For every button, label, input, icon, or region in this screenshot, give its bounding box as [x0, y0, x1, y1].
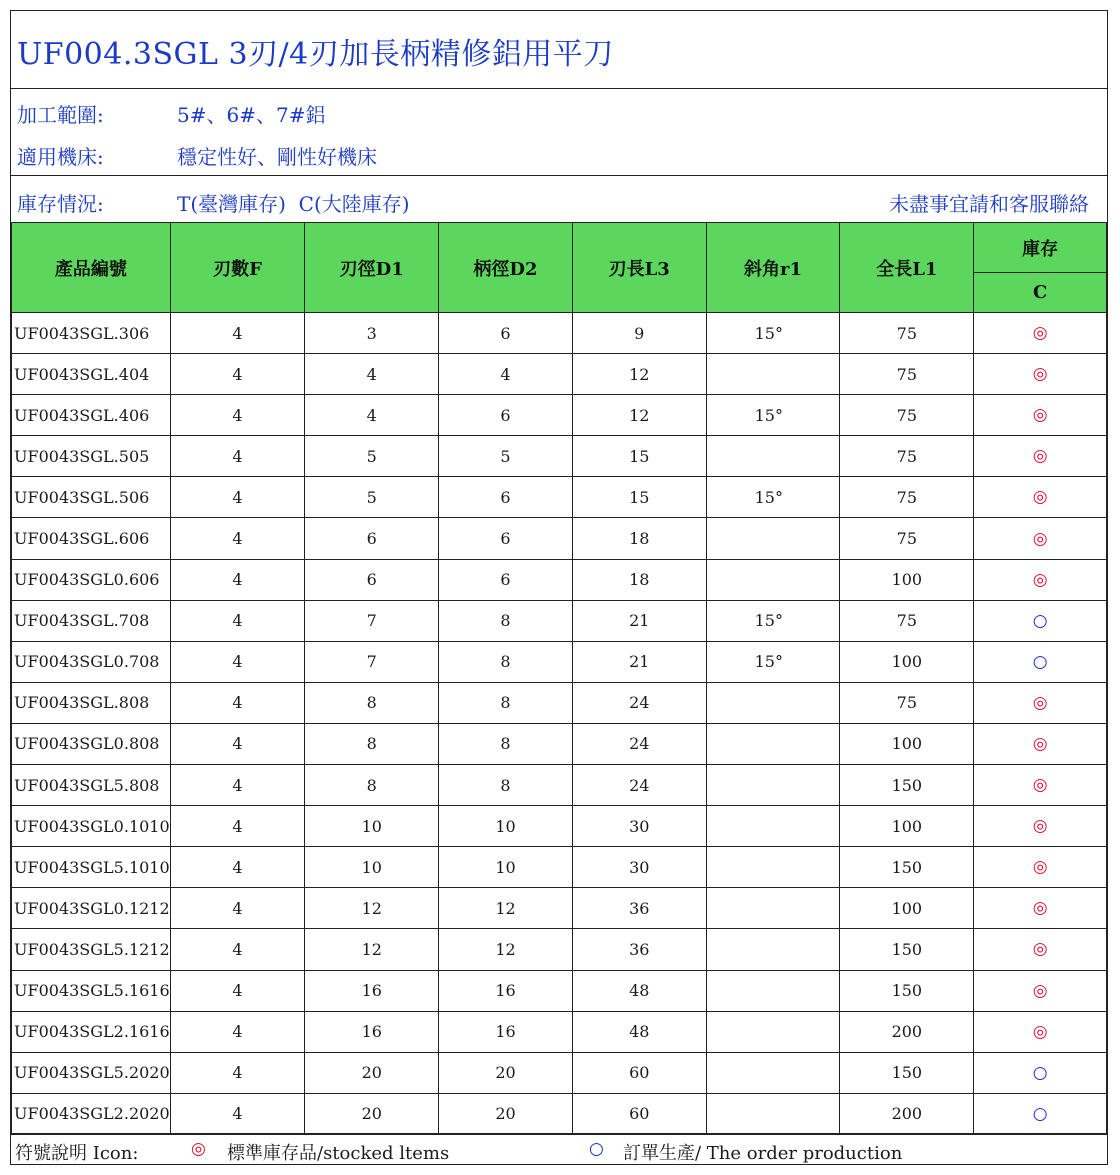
spec-sheet: [10, 10, 1108, 1165]
row-l1: 75: [840, 518, 974, 559]
row-stock-mark: ◎: [974, 723, 1107, 764]
row-d1: 5: [305, 477, 439, 518]
row-d2: 20: [439, 1093, 573, 1134]
row-d1: 6: [305, 518, 439, 559]
row-d2: 8: [439, 765, 573, 806]
stock-mark-icon: ◎: [191, 1139, 206, 1159]
header-d2: 柄徑D2: [439, 223, 573, 313]
row-angle: 15°: [706, 395, 840, 436]
table-row: [12, 518, 1107, 559]
row-l3: 15: [572, 477, 706, 518]
row-l1: 75: [840, 395, 974, 436]
row-stock-mark: ◎: [974, 1011, 1107, 1052]
row-angle: [706, 806, 840, 847]
row-angle: 15°: [706, 477, 840, 518]
header-angle: 斜角r1: [706, 223, 840, 313]
machine-label: 適用機床:: [17, 145, 104, 169]
stock-info-row: [11, 175, 1107, 223]
row-d2: 16: [439, 1011, 573, 1052]
row-angle: [706, 970, 840, 1011]
row-d2: 12: [439, 888, 573, 929]
row-flutes: 4: [170, 395, 305, 436]
row-d2: 6: [439, 477, 573, 518]
row-l1: 100: [840, 888, 974, 929]
row-code: UF0043SGL.606: [12, 518, 171, 559]
row-code: UF0043SGL0.606: [12, 559, 171, 600]
row-flutes: 4: [170, 1011, 305, 1052]
row-code: UF0043SGL5.1616: [12, 970, 171, 1011]
row-code: UF0043SGL2.2020: [12, 1093, 171, 1134]
row-d2: 8: [439, 682, 573, 723]
row-l1: 150: [840, 970, 974, 1011]
header-flutes: 刃數F: [170, 223, 305, 313]
row-stock-mark: ◎: [974, 477, 1107, 518]
row-code: UF0043SGL.404: [12, 354, 171, 395]
row-d2: 6: [439, 518, 573, 559]
row-l1: 100: [840, 806, 974, 847]
legend: [11, 1133, 1107, 1165]
row-flutes: 4: [170, 847, 305, 888]
row-l1: 100: [840, 559, 974, 600]
row-d2: 12: [439, 929, 573, 970]
row-l3: 18: [572, 559, 706, 600]
row-angle: [706, 559, 840, 600]
row-angle: [706, 765, 840, 806]
table-row: [12, 354, 1107, 395]
row-d1: 8: [305, 682, 439, 723]
header-stock: 庫存: [974, 223, 1107, 273]
row-d1: 20: [305, 1093, 439, 1134]
row-d1: 10: [305, 806, 439, 847]
row-d1: 5: [305, 436, 439, 477]
row-d1: 8: [305, 765, 439, 806]
row-code: UF0043SGL.808: [12, 682, 171, 723]
row-l3: 21: [572, 600, 706, 641]
row-stock-mark: ◎: [974, 806, 1107, 847]
row-l1: 150: [840, 765, 974, 806]
machining-range-value: 5#、6#、7#鋁: [177, 103, 326, 127]
row-d2: 4: [439, 354, 573, 395]
row-d1: 20: [305, 1052, 439, 1093]
row-l1: 200: [840, 1093, 974, 1134]
row-stock-mark: ◎: [974, 682, 1107, 723]
row-l3: 36: [572, 888, 706, 929]
row-d1: 4: [305, 395, 439, 436]
product-table: [11, 222, 1107, 1135]
table-row: [12, 847, 1107, 888]
row-angle: [706, 1052, 840, 1093]
row-code: UF0043SGL.306: [12, 313, 171, 354]
row-flutes: 4: [170, 518, 305, 559]
row-code: UF0043SGL5.1010: [12, 847, 171, 888]
row-l3: 15: [572, 436, 706, 477]
page-title: UF004.3SGL 3刃/4刃加長柄精修鋁用平刀: [17, 37, 614, 72]
row-l3: 12: [572, 354, 706, 395]
row-stock-mark: ◎: [974, 970, 1107, 1011]
row-d1: 6: [305, 559, 439, 600]
row-l1: 150: [840, 847, 974, 888]
machining-range-row: [17, 99, 325, 128]
row-flutes: 4: [170, 682, 305, 723]
row-l3: 30: [572, 847, 706, 888]
row-l3: 12: [572, 395, 706, 436]
row-stock-mark: ○: [974, 1052, 1107, 1093]
table-row: [12, 929, 1107, 970]
row-flutes: 4: [170, 929, 305, 970]
header-stock-c: C: [974, 273, 1107, 313]
row-code: UF0043SGL.506: [12, 477, 171, 518]
row-code: UF0043SGL.406: [12, 395, 171, 436]
row-angle: [706, 1011, 840, 1052]
row-l1: 75: [840, 600, 974, 641]
row-l1: 150: [840, 1052, 974, 1093]
row-code: UF0043SGL.708: [12, 600, 171, 641]
machining-range-label: 加工範圍:: [17, 103, 104, 127]
row-code: UF0043SGL0.1212: [12, 888, 171, 929]
row-flutes: 4: [170, 436, 305, 477]
row-stock-mark: ○: [974, 1093, 1107, 1134]
row-stock-mark: ◎: [974, 395, 1107, 436]
row-flutes: 4: [170, 313, 305, 354]
row-l3: 60: [572, 1052, 706, 1093]
header-d1: 刃徑D1: [305, 223, 439, 313]
row-l3: 21: [572, 641, 706, 682]
table-row: [12, 313, 1107, 354]
row-stock-mark: ◎: [974, 888, 1107, 929]
row-code: UF0043SGL2.1616: [12, 1011, 171, 1052]
row-l3: 36: [572, 929, 706, 970]
legend-label: 符號說明 Icon:: [15, 1143, 139, 1164]
row-flutes: 4: [170, 806, 305, 847]
row-l3: 60: [572, 1093, 706, 1134]
row-l1: 100: [840, 723, 974, 764]
row-code: UF0043SGL0.808: [12, 723, 171, 764]
row-angle: [706, 682, 840, 723]
table-row: [12, 559, 1107, 600]
table-row: [12, 477, 1107, 518]
row-flutes: 4: [170, 765, 305, 806]
row-l1: 75: [840, 477, 974, 518]
table-row: [12, 600, 1107, 641]
row-d1: 7: [305, 600, 439, 641]
row-flutes: 4: [170, 477, 305, 518]
row-d1: 8: [305, 723, 439, 764]
row-l3: 9: [572, 313, 706, 354]
row-flutes: 4: [170, 600, 305, 641]
row-stock-mark: ◎: [974, 847, 1107, 888]
legend-order-text: 訂單生產/ The order production: [623, 1143, 903, 1164]
table-row: [12, 682, 1107, 723]
contact-note: 未盡事宜請和客服聯絡: [889, 192, 1089, 216]
row-code: UF0043SGL.505: [12, 436, 171, 477]
row-l1: 200: [840, 1011, 974, 1052]
row-flutes: 4: [170, 723, 305, 764]
row-stock-mark: ◎: [974, 518, 1107, 559]
table-row: [12, 723, 1107, 764]
row-l3: 24: [572, 765, 706, 806]
row-d1: 10: [305, 847, 439, 888]
legend-stock-text: 標準庫存品/stocked ltems: [227, 1143, 450, 1164]
row-angle: [706, 518, 840, 559]
table-row: [12, 1011, 1107, 1052]
row-d1: 4: [305, 354, 439, 395]
header-code: 產品編號: [12, 223, 171, 313]
row-stock-mark: ○: [974, 641, 1107, 682]
table-row: [12, 970, 1107, 1011]
table-row: [12, 395, 1107, 436]
row-d1: 12: [305, 929, 439, 970]
row-d2: 16: [439, 970, 573, 1011]
row-d2: 8: [439, 723, 573, 764]
row-d2: 5: [439, 436, 573, 477]
table-row: [12, 806, 1107, 847]
table-row: [12, 641, 1107, 682]
row-l3: 18: [572, 518, 706, 559]
row-l3: 30: [572, 806, 706, 847]
row-l1: 75: [840, 354, 974, 395]
row-code: UF0043SGL5.1212: [12, 929, 171, 970]
row-angle: 15°: [706, 600, 840, 641]
row-d2: 8: [439, 600, 573, 641]
row-angle: [706, 1093, 840, 1134]
row-d2: 8: [439, 641, 573, 682]
table-row: [12, 765, 1107, 806]
row-flutes: 4: [170, 970, 305, 1011]
row-d2: 6: [439, 313, 573, 354]
row-angle: [706, 354, 840, 395]
row-flutes: 4: [170, 888, 305, 929]
row-stock-mark: ◎: [974, 313, 1107, 354]
row-angle: 15°: [706, 641, 840, 682]
row-l3: 48: [572, 970, 706, 1011]
row-stock-mark: ◎: [974, 559, 1107, 600]
title-row: [11, 11, 1107, 89]
row-angle: [706, 847, 840, 888]
row-code: UF0043SGL5.808: [12, 765, 171, 806]
row-l3: 24: [572, 723, 706, 764]
table-row: [12, 888, 1107, 929]
row-l3: 24: [572, 682, 706, 723]
table-row: [12, 1093, 1107, 1134]
row-d1: 12: [305, 888, 439, 929]
row-code: UF0043SGL0.708: [12, 641, 171, 682]
row-stock-mark: ◎: [974, 765, 1107, 806]
row-stock-mark: ○: [974, 600, 1107, 641]
row-d2: 20: [439, 1052, 573, 1093]
row-angle: 15°: [706, 313, 840, 354]
row-l3: 48: [572, 1011, 706, 1052]
row-l1: 150: [840, 929, 974, 970]
row-stock-mark: ◎: [974, 354, 1107, 395]
row-angle: [706, 929, 840, 970]
header-l3: 刃長L3: [572, 223, 706, 313]
row-flutes: 4: [170, 354, 305, 395]
row-d1: 3: [305, 313, 439, 354]
row-d2: 10: [439, 806, 573, 847]
row-stock-mark: ◎: [974, 436, 1107, 477]
table-row: [12, 436, 1107, 477]
row-flutes: 4: [170, 641, 305, 682]
row-angle: [706, 723, 840, 764]
row-l1: 75: [840, 682, 974, 723]
row-angle: [706, 888, 840, 929]
stock-value: T(臺灣庫存) C(大陸庫存): [177, 192, 410, 216]
row-stock-mark: ◎: [974, 929, 1107, 970]
row-flutes: 4: [170, 559, 305, 600]
order-mark-icon: ○: [589, 1139, 604, 1159]
machine-row: [17, 141, 377, 170]
machine-value: 穩定性好、剛性好機床: [177, 145, 377, 169]
row-d2: 6: [439, 559, 573, 600]
stock-info: [17, 188, 410, 217]
row-angle: [706, 436, 840, 477]
row-d2: 10: [439, 847, 573, 888]
row-code: UF0043SGL0.1010: [12, 806, 171, 847]
row-l1: 100: [840, 641, 974, 682]
row-code: UF0043SGL5.2020: [12, 1052, 171, 1093]
row-d2: 6: [439, 395, 573, 436]
table-row: [12, 1052, 1107, 1093]
row-l1: 75: [840, 436, 974, 477]
header-l1: 全長L1: [840, 223, 974, 313]
row-d1: 16: [305, 970, 439, 1011]
row-d1: 7: [305, 641, 439, 682]
row-l1: 75: [840, 313, 974, 354]
row-flutes: 4: [170, 1052, 305, 1093]
row-d1: 16: [305, 1011, 439, 1052]
row-flutes: 4: [170, 1093, 305, 1134]
stock-label: 庫存情況:: [17, 192, 104, 216]
